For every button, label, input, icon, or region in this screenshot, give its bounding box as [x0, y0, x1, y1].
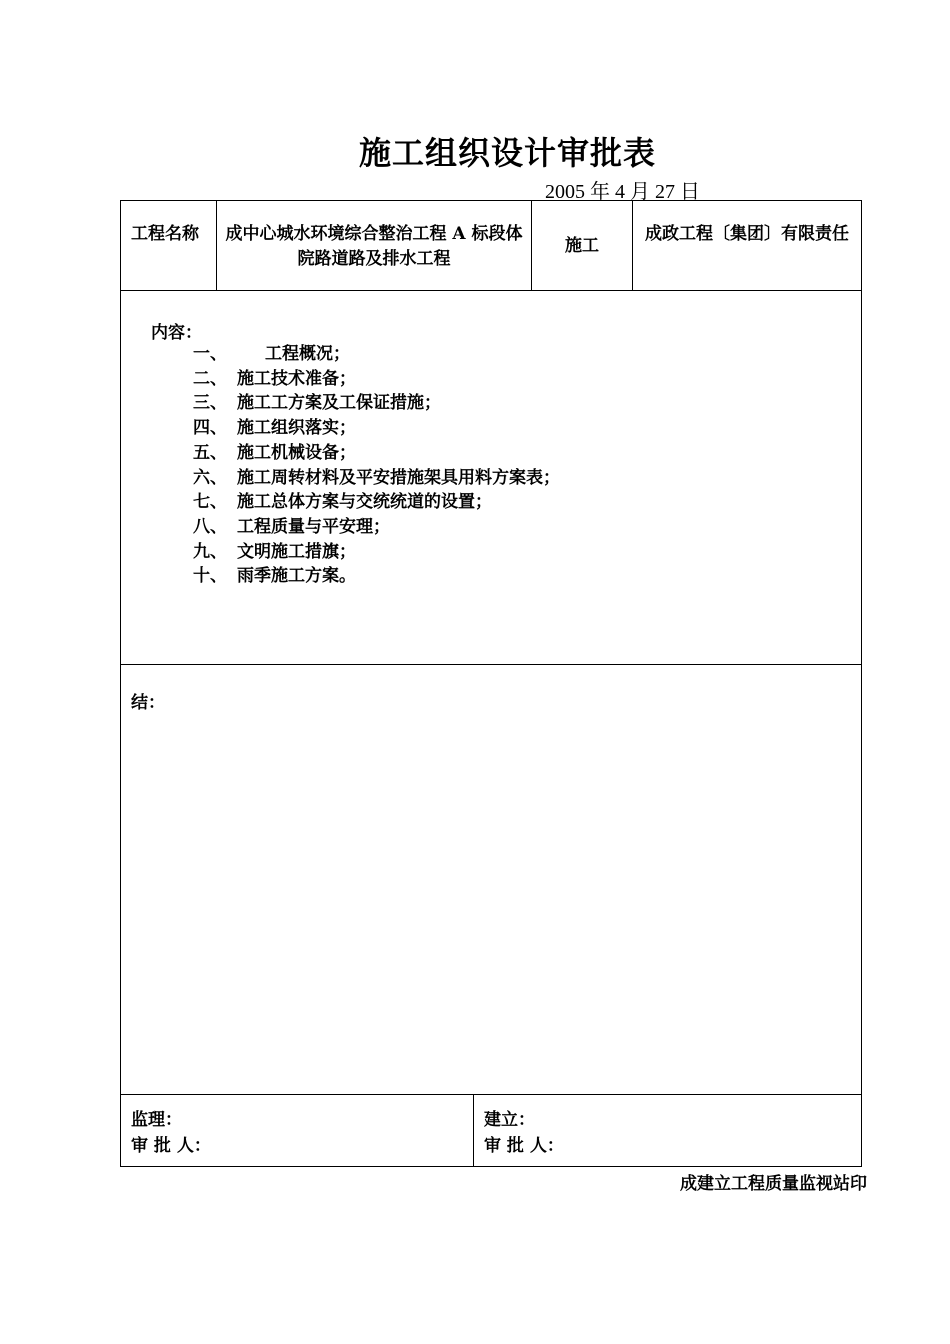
list-item: [193, 342, 560, 367]
item-text: 施工组织落实；: [237, 418, 356, 439]
list-item: [193, 466, 560, 491]
item-text: 工程质量与平安理；: [237, 516, 390, 537]
list-item: [193, 416, 560, 441]
page-title: 施工组织设计审批表: [358, 134, 656, 172]
document-date: 2005 年 4 月 27 日: [545, 181, 700, 203]
list-item: [193, 540, 560, 565]
list-item: [193, 515, 560, 540]
list-item: [193, 441, 560, 466]
divider-signatures: [473, 1094, 474, 1167]
item-text: 文明施工措旗；: [237, 541, 356, 562]
project-name-value: 成中心城水环境综合整治工程 A 标段体院路道路及排水工程: [225, 224, 523, 269]
item-number: 九、: [193, 541, 227, 562]
divider-col-1: [216, 201, 217, 290]
item-number: 七、: [193, 492, 227, 513]
item-text: 工程概况；: [265, 344, 350, 364]
item-number: 六、: [193, 467, 227, 488]
item-text: 施工机械设备；: [237, 442, 356, 463]
item-text: 施工周转材料及平安措施架具用料方案表；: [237, 467, 560, 488]
divider-content: [121, 664, 861, 665]
item-text: 施工工方案及工保证措施；: [237, 393, 441, 414]
content-list: [193, 342, 560, 589]
content-label: 内容：: [151, 323, 202, 343]
item-number: 十、: [193, 566, 227, 587]
supervisor-signature-block: [131, 1107, 211, 1159]
supervisor-approver-label: 审 批 人：: [131, 1136, 211, 1156]
item-number: 二、: [193, 368, 227, 389]
item-text: 施工技术准备；: [237, 368, 356, 389]
result-label: 结：: [131, 693, 165, 713]
item-number: 五、: [193, 442, 227, 463]
item-text: 施工总体方案与交统统道的设置；: [237, 492, 492, 513]
list-item: [193, 367, 560, 392]
builder-approver-label: 审 批 人：: [484, 1136, 564, 1156]
builder-label: 建立：: [484, 1110, 535, 1130]
approval-form: [120, 200, 862, 1167]
item-number: 三、: [193, 393, 227, 414]
supervisor-label: 监理：: [131, 1110, 182, 1130]
list-item: [193, 391, 560, 416]
project-name-label: 工程名称: [131, 224, 199, 244]
list-item: [193, 490, 560, 515]
list-item: [193, 564, 560, 589]
divider-col-3: [632, 201, 633, 290]
builder-signature-block: [484, 1107, 564, 1159]
construction-unit-value: 成政工程〔集团〕有限责任: [645, 224, 849, 244]
construction-label: 施工: [565, 236, 599, 256]
footer-stamp-text: 成建立工程质量监视站印: [680, 1174, 867, 1194]
item-text: 雨季施工方案。: [237, 566, 356, 587]
item-number: 四、: [193, 418, 227, 439]
item-number: 一、: [193, 344, 227, 364]
divider-header: [121, 290, 861, 291]
item-number: 八、: [193, 516, 227, 537]
divider-result: [121, 1094, 861, 1095]
